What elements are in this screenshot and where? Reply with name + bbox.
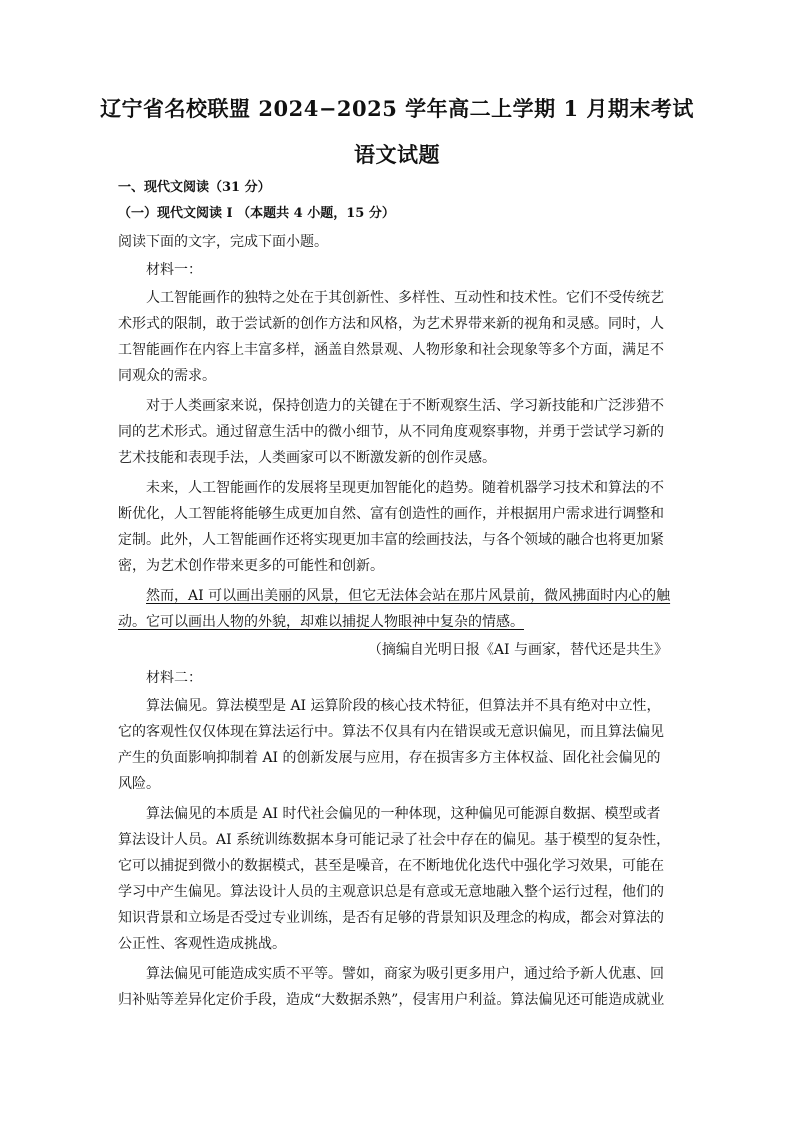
paragraph-line: 定制。此外，人工智能画作还将实现更加丰富的绘画技法，与各个领域的融合也将更加紧 — [118, 532, 664, 548]
paragraph-line: 算法设计人员。AI 系统训练数据本身可能记录了社会中存在的偏见。基于模型的复杂性， — [118, 832, 671, 848]
paragraph-line: 算法偏见。算法模型是 AI 运算阶段的核心技术特征，但算法并不具有绝对中立性， — [146, 698, 661, 714]
paragraph-line: 它的客观性仅仅体现在算法运行中。算法不仅具有内在错误或无意识偏见，而且算法偏见 — [118, 724, 664, 740]
paragraph-line: 同观众的需求。 — [118, 368, 216, 384]
underlined-line: 动。它可以画出人物的外貌，却难以捕捉人物眼神中复杂的情感。 — [118, 614, 524, 630]
paragraph-line: 同的艺术形式。通过留意生活中的微小细节，从不同角度观察事物，并勇于尝试学习新的 — [118, 424, 664, 440]
subsection-heading: （一）现代文阅读 I （本题共 4 小题，15 分） — [118, 206, 395, 221]
paragraph-line: 算法偏见的本质是 AI 时代社会偏见的一种体现，这种偏见可能源自数据、模型或者 — [146, 806, 661, 822]
paragraph-line: 对于人类画家来说，保持创造力的关键在于不断观察生活、学习新技能和广泛涉猎不 — [146, 398, 664, 414]
paragraph-line: 归补贴等差异化定价手段，造成“大数据杀熟”，侵害用户利益。算法偏见还可能造成就业 — [118, 992, 665, 1008]
paragraph-line: 术形式的限制，敢于尝试新的创作方法和风格，为艺术界带来新的视角和灵感。同时，人 — [118, 316, 664, 332]
document-subtitle: 语文试题 — [354, 142, 440, 167]
section-heading: 一、现代文阅读（31 分） — [118, 180, 271, 195]
paragraph-line: 未来，人工智能画作的发展将呈现更加智能化的趋势。随着机器学习技术和算法的不 — [146, 480, 664, 496]
paragraph-line: 知识背景和立场是否受过专业训练，是否有足够的背景知识及理念的构成，都会对算法的 — [118, 910, 664, 926]
paragraph-line: 算法偏见可能造成实质不平等。譬如，商家为吸引更多用户，通过给予新人优惠、回 — [146, 966, 664, 982]
material-label: 材料一： — [146, 262, 202, 278]
paragraph-line: 公正性、客观性造成挑战。 — [118, 936, 286, 952]
paragraph-line: 断优化，人工智能将能够生成更加自然、富有创造性的画作，并根据用户需求进行调整和 — [118, 506, 664, 522]
paragraph-line: 它可以捕捉到微小的数据模式，甚至是噪音，在不断地优化迭代中强化学习效果，可能在 — [118, 858, 664, 874]
paragraph-line: 学习中产生偏见。算法设计人员的主观意识总是有意或无意地融入整个运行过程，他们的 — [118, 884, 664, 900]
material-label: 材料二： — [146, 670, 202, 686]
instruction-text: 阅读下面的文字，完成下面小题。 — [118, 234, 328, 250]
source-citation: （摘编自光明日报《AI 与画家，替代还是共生》 — [367, 642, 668, 658]
paragraph-line: 人工智能画作的独特之处在于其创新性、多样性、互动性和技术性。它们不受传统艺 — [146, 290, 664, 306]
paragraph-line: 密，为艺术创作带来更多的可能性和创新。 — [118, 558, 384, 574]
paragraph-line: 艺术技能和表现手法，人类画家可以不断激发新的创作灵感。 — [118, 450, 496, 466]
paragraph-line: 产生的负面影响抑制着 AI 的创新发展与应用，存在损害多方主体权益、固化社会偏见的 — [118, 750, 661, 766]
underlined-line: 然而，AI 可以画出美丽的风景，但它无法体会站在那片风景前，微风拂面时内心的触 — [146, 588, 671, 604]
paragraph-line: 工智能画作在内容上丰富多样，涵盖自然景观、人物形象和社会现象等多个方面，满足不 — [118, 342, 664, 358]
paragraph-line: 风险。 — [118, 776, 160, 792]
document-title: 辽宁省名校联盟 2024−2025 学年高二上学期 1 月期末考试 — [100, 96, 694, 121]
